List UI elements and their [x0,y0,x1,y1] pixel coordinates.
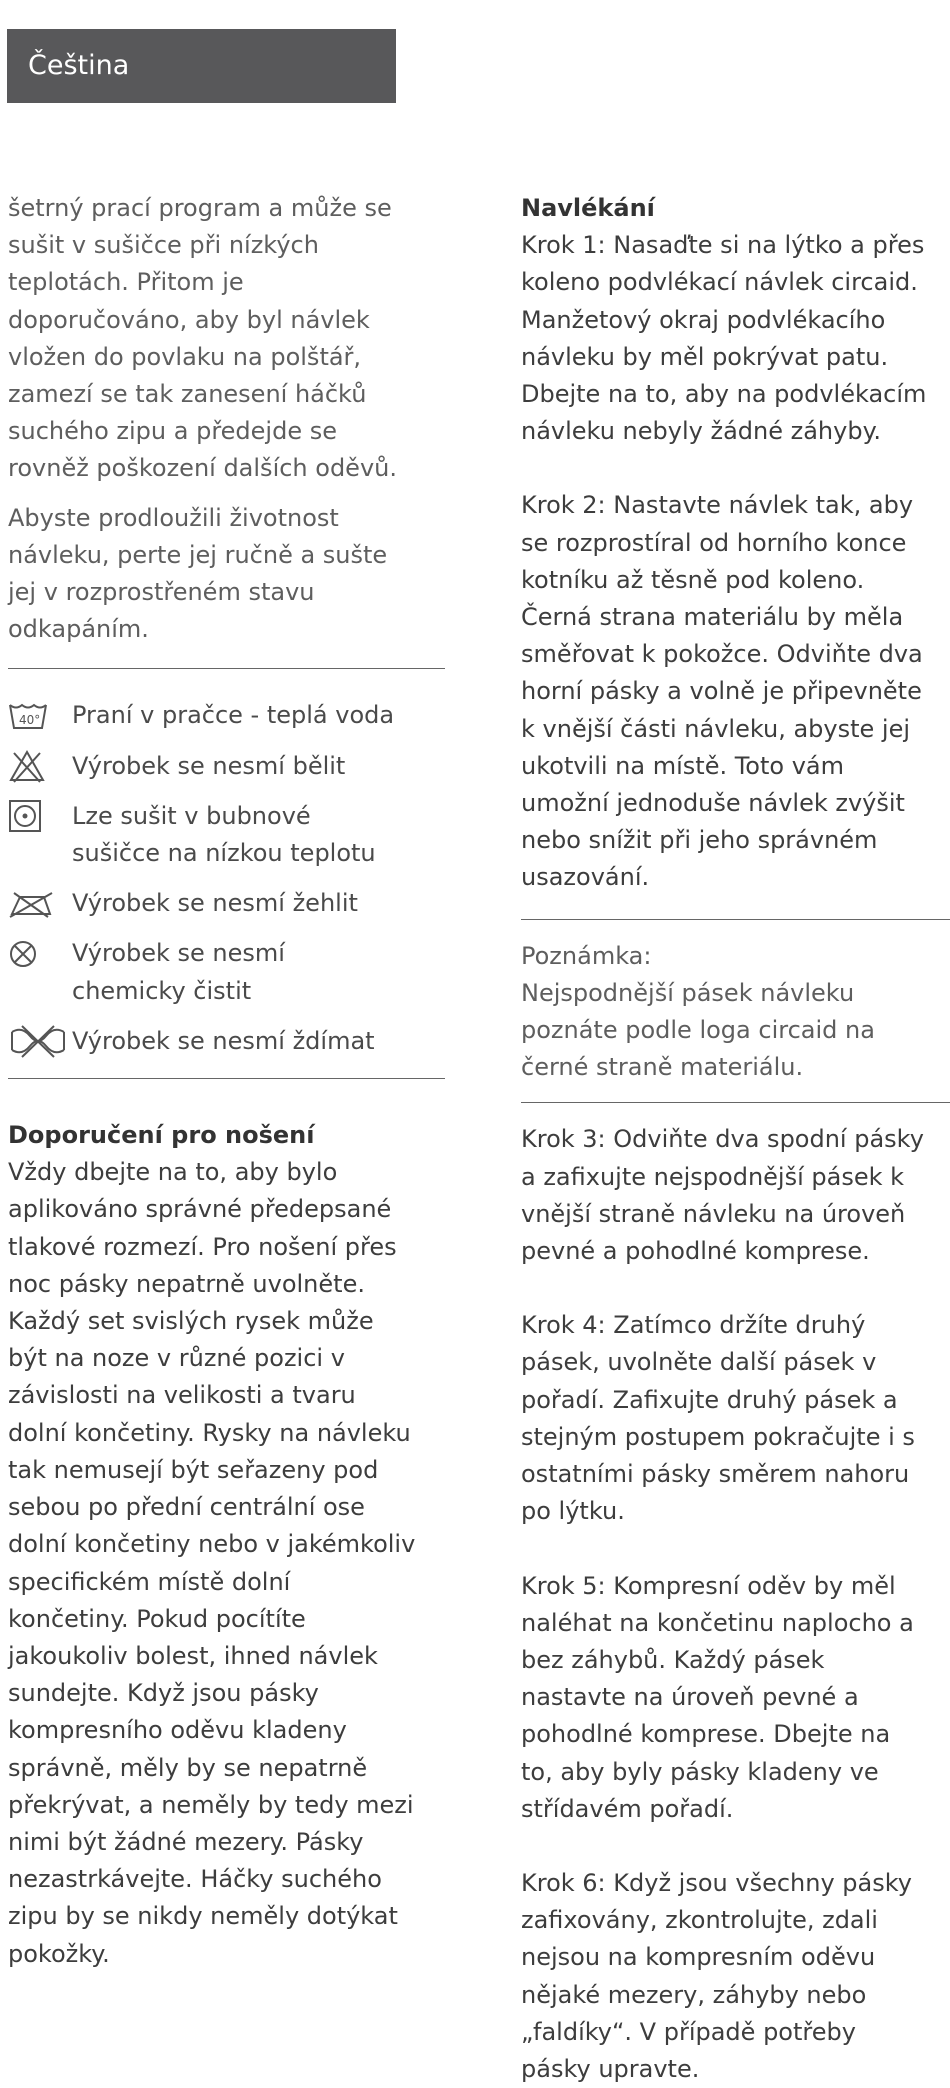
care-item-iron [8,885,445,922]
no-bleach-icon [8,748,72,785]
no-iron-icon [8,885,72,922]
care-item-tumble-dry [8,798,445,872]
left-column [8,190,445,1973]
step-3: Krok 3: Odviňte dva spodní pásky a zafixujte nejspodnější pásek k vnější straně návleku na úroveň pevné a pohodlné komprese. [521,1125,924,1266]
note-label: Poznámka: [521,941,652,970]
donning-title: Navlékání [521,194,655,222]
divider [8,668,445,669]
care-item-dry-clean [8,935,445,1009]
care-intro-paragraph: šetrný prací program a může se sušit v sušičce při nízkých teplotách. Přitom je doporučováno, aby byl návlek vložen do povlaku na polštář, zamezí se tak zanesení háčků suchého zipu a předejde se rovněž poškození dalších oděvů. [8,194,397,483]
wash-40-icon [8,697,72,734]
right-column [521,190,950,2088]
wear-recommendations-body: Vždy dbejte na to, aby bylo aplikováno správné předepsané tlakové rozmezí. Pro nošení přes noc pásky nepatrně uvolněte. Každý set svislých rysek může být na noze v různé pozici v závislosti na velikosti a tvaru dolní končetiny. Rysky na návleku tak nemusejí být seřazeny pod sebou po přední centrální ose dolní končetiny nebo v jakémkoliv specifickém místě dolní končetiny. Pokud pocítíte jakoukoliv bolest, ihned návlek sundejte. Když jsou pásky kompresního oděvu kladeny správně, měly by se nepatrně překrývat, a neměly by tedy mezi nimi být žádné mezery. Pásky nezastrkávejte. Háčky suchého zipu by se nikdy neměly dotýkat pokožky. [8,1158,416,1968]
care-symbols-list [8,697,445,1060]
care-label: Výrobek se nesmí ždímat [72,1026,375,1055]
step-4: Krok 4: Zatímco držíte druhý pásek, uvolněte další pásek v pořadí. Zafixujte druhý pásek a stejným postupem pokračujte i s ostatními pásky směrem nahoru po lýtku. [521,1311,915,1526]
care-label: Výrobek se nesmí bělit [72,751,346,780]
step-5: Krok 5: Kompresní oděv by měl naléhat na končetinu naplocho a bez záhybů. Každý pásek nastavte na úroveň pevné a pohodlné komprese. Dbejte na to, aby byly pásky kladeny ve střídavém pořadí. [521,1571,914,1823]
note-text: Nejspodnější pásek návleku poznáte podle loga circaid na černé straně materiálu. [521,978,875,1082]
step-2: Krok 2: Nastavte návlek tak, aby se rozprostíral od horního konce kotníku až těsně pod koleno. Černá strana materiálu by měla směřovat k pokožce. Odviňte dva horní pásky a volně je připevněte k vnější části návleku, abyste jej ukotvili na místě. Toto vám umožní jednoduše návlek zvýšit nebo snížit při jeho správném usazování. [521,491,923,892]
care-label: Praní v pračce - teplá voda [72,701,395,730]
care-label: Lze sušit v bubnové sušičce na nízkou teplotu [72,801,376,868]
care-item-wash [8,697,445,734]
care-label: Výrobek se nesmí chemicky čistit [72,939,285,1005]
no-wring-icon [8,1023,72,1060]
language-tab: Čeština [7,29,396,103]
svg-text:40°: 40° [19,712,41,727]
tumble-dry-low-icon [8,798,72,835]
step-6: Krok 6: Když jsou všechny pásky zafixovány, zkontrolujte, zdali nejsou na kompresním oděvu nějaké mezery, záhyby nebo „faldíky“. V případě potřeby pásky upravte. [521,1868,912,2083]
care-item-wring [8,1023,445,1060]
no-dry-clean-icon [8,935,72,972]
care-hand-wash-paragraph: Abyste prodloužili životnost návleku, perte jej ručně a sušte jej v rozprostřeném stavu odkapáním. [8,503,388,644]
care-item-bleach [8,748,445,785]
divider [521,919,950,920]
divider [521,1102,950,1103]
step-1: Krok 1: Nasaďte si na lýtko a přes koleno podvlékací návlek circaid. Manžetový okraj podvlékacího návleku by měl pokrývat patu. Dbejte na to, aby na podvlékacím návleku nebyly žádné záhyby. [521,231,927,446]
wear-recommendations-title: Doporučení pro nošení [8,1121,315,1150]
care-label: Výrobek se nesmí žehlit [72,889,358,918]
divider [8,1078,445,1079]
